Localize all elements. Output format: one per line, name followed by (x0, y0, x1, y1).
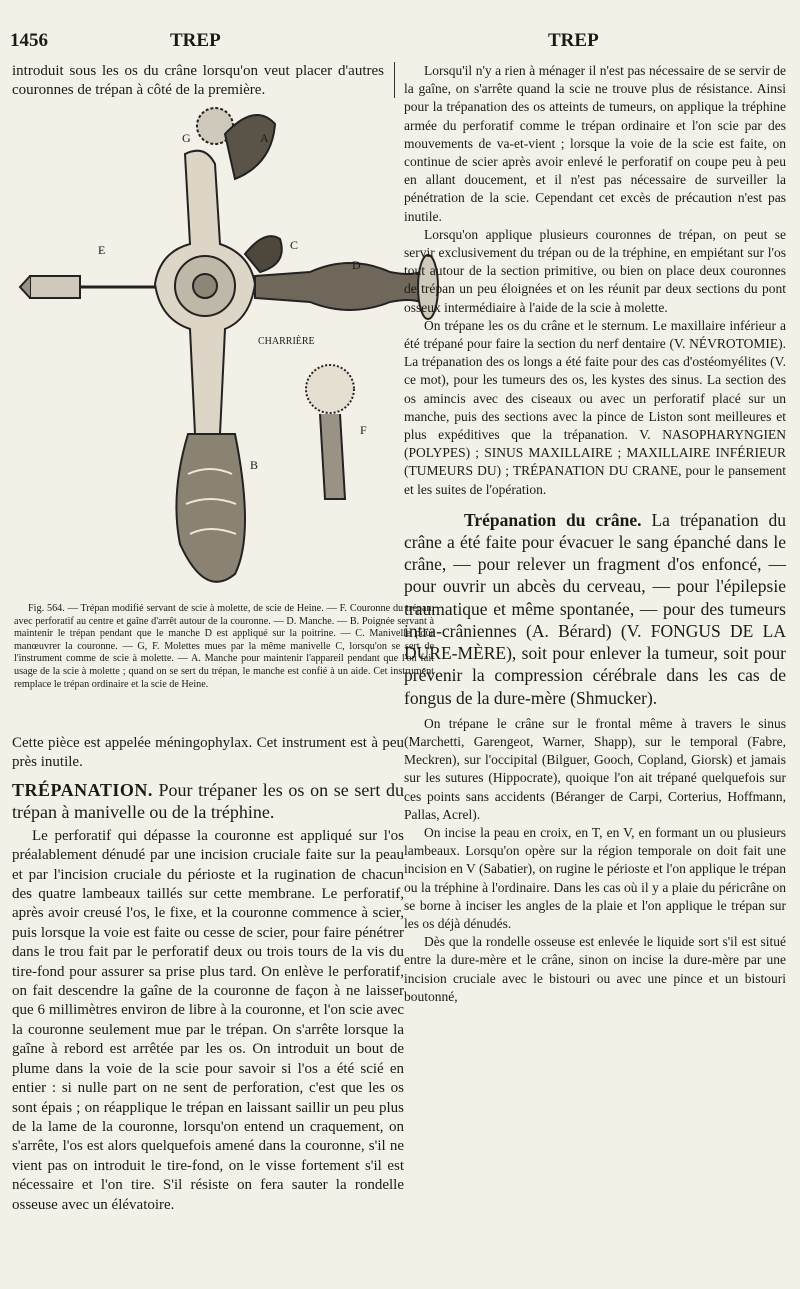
label-e: E (98, 243, 106, 257)
label-c: C (290, 238, 299, 252)
left-column-top (12, 62, 384, 101)
right-paragraph-2: Lorsqu'on applique plusieurs couronnes de trépan, on peut se servir exclusivement du trépan ou de la tréphine, en empiétant sur l'os tout autour de la section primitive, ou bien on place deux couronnes de trépan un peu éloignées et on les réunit par deux sections du pont osseux intermédiaire à l'aide de la scie à molette. (404, 226, 786, 315)
trepanation-entry (12, 779, 404, 823)
running-head-left: TREP (170, 30, 221, 51)
perforatif-paragraph: Le perforatif qui dépasse la couronne est appliqué sur l'os préalablement dénudé par une incision cruciale faite sur la peau et par l'incision cruciale du périoste et la rugination de chacun des quatre lambeaux taillés sur cette membrane. Le perforatif, après avoir creusé l'os, le fixe, et la couronne commence à scier, puis lorsque la voie est faite ou cesse de scier, pour faire pénétrer dans le trou fait par le perforatif deux ou trois tours de la vis du tire-fond pour assurer sa prise plus tard. On enlève le perforatif, on fait descendre la gaîne de la couronne de façon à ne laisser que 6 millimètres environ de libre à la couronne, et l'on scie avec la couronne seulement mue par le trépan. On s'arrête lorsque la gaîne à rebord est arrêtée par les os. On introduit un bout de plume dans la voie de la scie pour savoir si l'os a été scié en entier : si nulle part on ne sent de perforation, c'est que les os sont épais ; on réapplique le trépan en laissant saillir un peu plus de la lame de la couronne, lorsqu'on entend un craquement, on s'arrête, l'os est alors quelquefois amené dans la couronne, s'il ne vient pas on introduit le tire-fond, on le visse fortement s'il est nécessaire et l'on tire. S'il résiste on fera sauter la rondelle osseuse avec un élévatoire. (12, 827, 404, 1213)
incise-paragraph: On incise la peau en croix, en T, en V, en formant un ou plusieurs lambeaux. Lorsqu'on opère sur la région temporale on doit fait une incision en V (Sabatier), on rugine le périoste et l'on applique le trépan ou la tréphine à l'ordinaire. Dans les cas où il y a plaie du péricrâne on se borne à inciser les angles de la plaie et l'on applique le trépan sur les os déjà dénudés. (404, 824, 786, 931)
label-d: D (352, 258, 361, 272)
page-number: 1456 (10, 30, 48, 51)
crane-entry (404, 509, 786, 709)
crane-subhead: Trépanation du crâne. (464, 509, 642, 530)
trepan-figure (10, 104, 450, 604)
label-b: B (250, 458, 259, 472)
left-column-bottom (12, 734, 404, 1215)
handle-d (255, 263, 420, 310)
rondelle-paragraph: Dès que la rondelle osseuse est enlevée le liquide sort s'il est situé entre la dure-mère et le crâne, sinon on incise la dure-mère par une incision cruciale avec le bistouri ou avec une pince et un bistouri boutonné, (404, 934, 786, 1004)
crank-c (245, 236, 282, 272)
right-paragraph-3: On trépane les os du crâne et le sternum. Le maxillaire inférieur a été trépané pour faire la section du nerf dentaire (V. NÉVROTOMIE). La trépanation des os longs a été faite pour des cas d'ostéomyélites (V. ce mot), pour les tumeurs des os, les kystes des sinus. La section des os amincis avec des ciseaux ou avec un perforatif placé sur un manche, puis des sections avec la pince de Liston sont meilleures et plus expéditives que la trépanation. V. NASOPHARYNGIEN (POLYPES) ; SINUS MAXILLAIRE ; MAXILLAIRE INFÉRIEUR (TUMEURS DU) ; TRÉPANATION DU CRANE, pour le pansement et les suites de l'opération. (404, 317, 786, 497)
trepanation-headword: TRÉPANATION. (12, 779, 153, 800)
continued-paragraph: introduit sous les os du crâne lorsqu'on veut placer d'autres couronnes de trépan à côté de la première. (12, 63, 384, 99)
column-rule (394, 62, 395, 98)
maker-label: CHARRIÈRE (258, 336, 315, 347)
trepan-illustration (10, 104, 450, 604)
grip-b (176, 434, 245, 582)
frontal-paragraph: On trépane le crâne sur le frontal même à travers le sinus (Marchetti, Garengeot, Warner, Shapp), sur le temporal (Fabre, Meckren), sur l'occipital (Bilguer, Gooch, Copland, Giorsk) et jamais sur les sutures (Hippocrate), quoique l'on ait trépané quelquefois sur ces points sans accidents (Béranger de Carpi, Corterius, Hoffmann, Pallas, Acrel). (404, 715, 786, 822)
figure-caption (14, 603, 434, 691)
label-g: G (182, 131, 191, 145)
molette-f (306, 365, 354, 413)
crown-part (30, 276, 80, 298)
trepanation-lede: Pour trépaner les os on se sert du trépan à manivelle ou de la tréphine. (12, 779, 404, 822)
crane-lede: La trépanation du crâne a été faite pour évacuer le sang épanché dans le crâne, — pour relever un fragment d'os enfoncé, — pour ouvrir un abcès du cerveau, — pour l'épilepsie traumatique et même spontanée, — pour des tumeurs intra-crâniennes (A. Bérard) (V. FONGUS DE LA DURE-MÈRE), soit pour enlever la tumeur, soit pour prévenir la compression cérébrale dans les cas de fongus de la dure-mère (Shmucker). (404, 509, 786, 708)
label-a: A (260, 131, 269, 145)
right-column (404, 62, 786, 1006)
caption-text: Fig. 564. — Trépan modifié servant de scie à molette, de scie de Heine. — F. Couronne du trépan, avec perforatif au centre et gaîne d'arrêt autour de la couronne. — D. Manche. — B. Poignée servant à maintenir le trépan pendant que le manche D est appliqué sur la poitrine. — C. Manivelle pour manœuvrer la couronne. — G, F. Molettes mues par la même manivelle C, lorsqu'on se sert de l'instrument comme de scie à molette. — A. Manche pour maintenir l'appareil pendant que l'on fait usage de la scie à molette ; quand on se sert du trépan, le manche est confié à un aide. Cet instrument remplace le trépan ordinaire et la scie de Heine. (14, 603, 434, 690)
right-paragraph-1: Lorsqu'il n'y a rien à ménager il n'est pas nécessaire de se servir de la gaîne, on s'arrête quand la scie ne trouve plus de résistance. Ainsi pour la trépanation des os atteints de tumeurs, on applique la tréphine armée du perforatif comme le trépan ordinaire et l'on scie par des mouvements de va-et-vient ; lorsque la voie de la scie est faite, on continue de scier après avoir enlevé le perforatif on coupe peu à peu en allant doucement, et il n'est pas nécessaire de surveiller la pénétration de la scie. Cependant cet excès de précaution n'est pas inutile. (404, 63, 786, 224)
label-f: F (360, 423, 367, 437)
meningophylax-paragraph: Cette pièce est appelée méningophylax. Cet instrument est à peu près inutile. (12, 735, 404, 771)
running-head-right: TREP (548, 30, 599, 51)
